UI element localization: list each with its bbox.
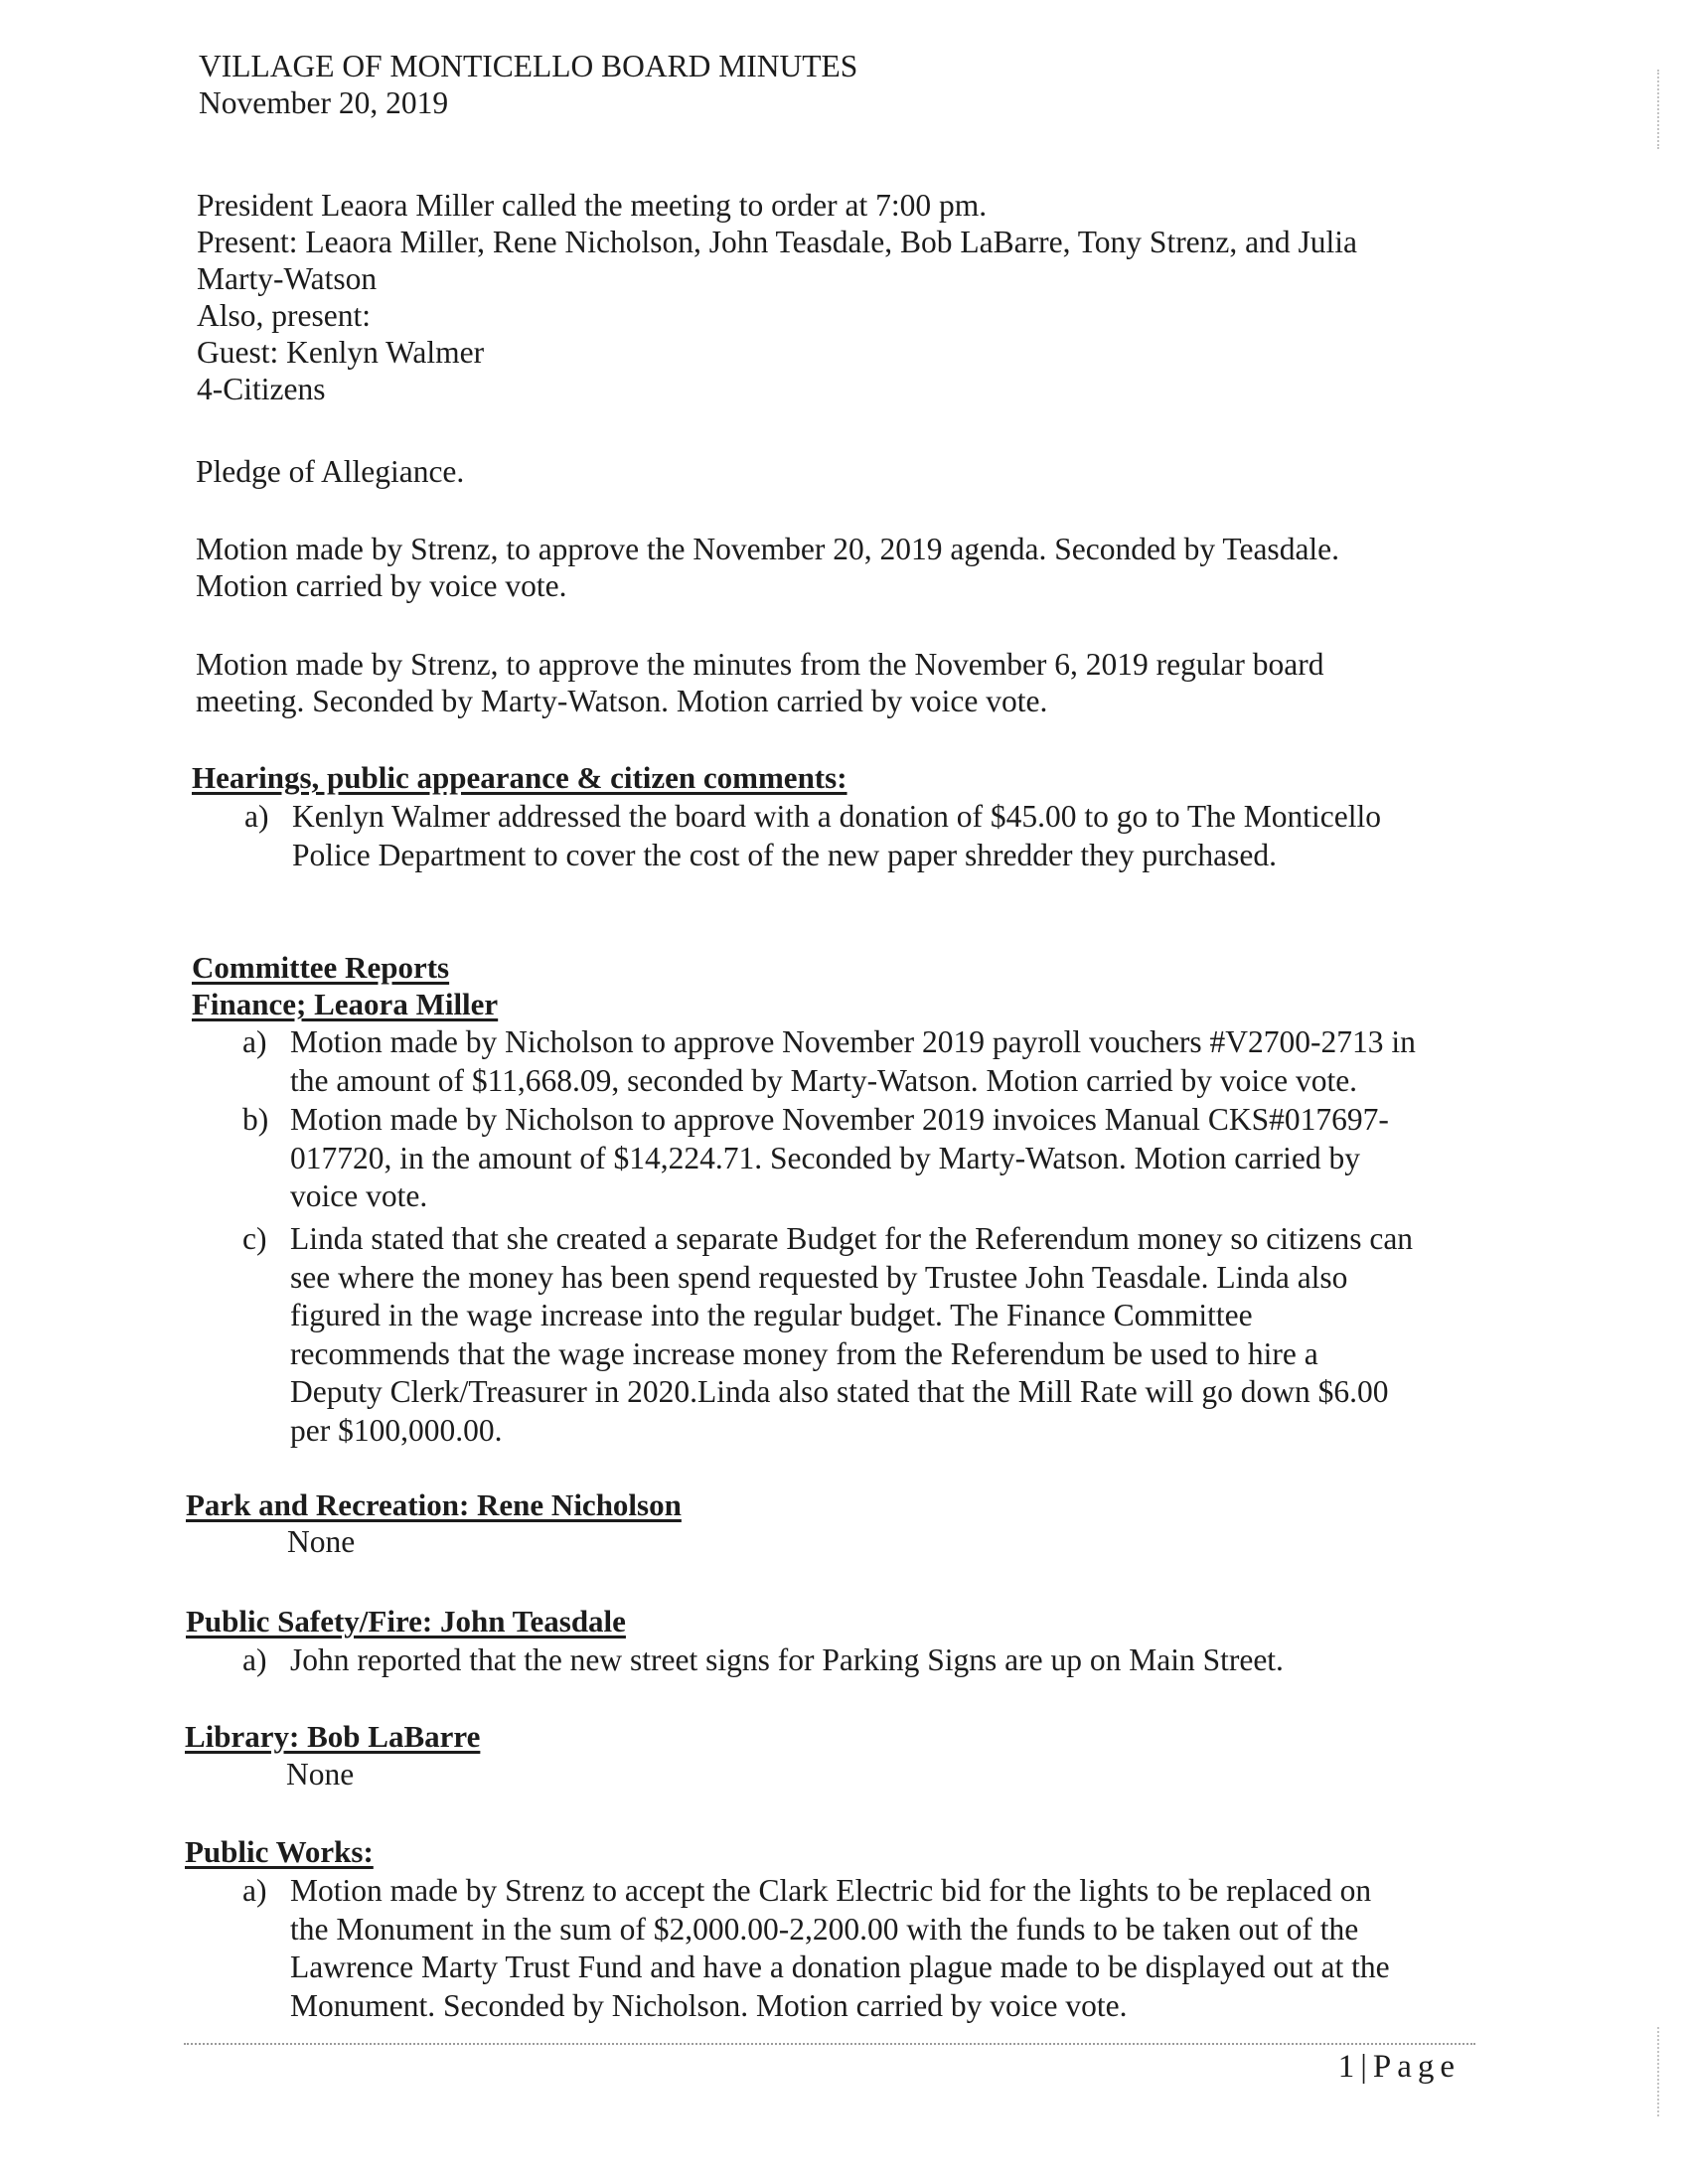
library-heading: Library: Bob LaBarre <box>185 1719 481 1754</box>
also-present-line: Also, present: <box>197 298 371 333</box>
finance-item-text: Linda stated that she created a separate Budget for the Referendum money so citizens can see where the money has been spend requested by Trustee John Teasdale. Linda also figured in the wage increase into the regular budget. The Finance Committee recommends that the wage increase money from the Referendum be used to hire a Deputy Clerk/Treasurer in 2020.Linda also stated that the Mill Rate will go down $6.00 per $100,000.00. <box>290 1221 1414 1448</box>
document-header <box>199 48 857 121</box>
park-recreation-heading: Park and Recreation: Rene Nicholson <box>186 1487 682 1522</box>
public-works-item-text: Motion made by Strenz to accept the Clark Electric bid for the lights to be replaced on the Monument in the sum of $2,000.00-2,200.00 with the funds to be taken out of the Lawrence Marty Trust Fund and have a donation plague made to be displayed out at the Monument. Seconded by Nicholson. Motion carried by voice vote. <box>290 1873 1390 2023</box>
agenda-motion-line: Motion carried by voice vote. <box>196 568 567 603</box>
hearings-heading: Hearings, public appearance & citizen comments: <box>192 760 847 795</box>
hearings-item-text: Kenlyn Walmer addressed the board with a donation of $45.00 to go to The Monticello Police Department to cover the cost of the new paper shredder they purchased. <box>292 799 1381 872</box>
present-line-continued: Marty-Watson <box>197 261 378 296</box>
scan-edge-mark <box>1657 2027 1659 2116</box>
citizens-line: 4-Citizens <box>197 372 326 406</box>
public-safety-item-label: a) <box>242 1642 267 1677</box>
meeting-date: November 20, 2019 <box>199 85 449 120</box>
pledge-line: Pledge of Allegiance. <box>196 454 465 489</box>
committee-reports-heading: Committee Reports <box>192 950 450 985</box>
public-works-item-label: a) <box>242 1873 267 1908</box>
call-to-order-line: President Leaora Miller called the meeting to order at 7:00 pm. <box>197 188 988 223</box>
finance-item-text: Motion made by Nicholson to approve November 2019 invoices Manual CKS#017697- 017720, in the amount of $14,224.71. Seconded by Marty-Watson. Motion carried by voice vote. <box>290 1102 1389 1213</box>
finance-item-label: a) <box>242 1024 267 1059</box>
minutes-motion-line: Motion made by Strenz, to approve the minutes from the November 6, 2019 regular board <box>196 647 1324 682</box>
page-number: 1|Page <box>1337 2049 1461 2085</box>
finance-heading: Finance; Leaora Miller <box>192 987 499 1021</box>
footer-divider <box>184 2043 1475 2045</box>
hearings-item-label: a) <box>244 799 269 834</box>
document-title: VILLAGE OF MONTICELLO BOARD MINUTES <box>199 49 858 83</box>
finance-item-label: c) <box>242 1221 267 1256</box>
scan-edge-mark <box>1657 70 1659 149</box>
public-safety-item-text: John reported that the new street signs for Parking Signs are up on Main Street. <box>290 1642 1284 1677</box>
minutes-motion <box>196 646 1323 719</box>
finance-item-text: Motion made by Nicholson to approve November 2019 payroll vouchers #V2700-2713 in the amount of $11,668.09, seconded by Marty-Watson. Motion carried by voice vote. <box>290 1024 1416 1098</box>
attendance-section <box>197 187 1357 407</box>
guest-line: Guest: Kenlyn Walmer <box>197 335 485 370</box>
finance-item-label: b) <box>242 1102 269 1137</box>
present-line: Present: Leaora Miller, Rene Nicholson, John Teasdale, Bob LaBarre, Tony Strenz, and Julia <box>197 225 1357 259</box>
agenda-motion <box>196 531 1339 604</box>
minutes-motion-line: meeting. Seconded by Marty-Watson. Motion carried by voice vote. <box>196 684 1048 718</box>
public-safety-heading: Public Safety/Fire: John Teasdale <box>186 1604 626 1638</box>
library-text: None <box>286 1757 355 1792</box>
public-works-heading: Public Works: <box>185 1834 374 1869</box>
park-recreation-text: None <box>287 1524 356 1559</box>
agenda-motion-line: Motion made by Strenz, to approve the November 20, 2019 agenda. Seconded by Teasdale. <box>196 532 1340 566</box>
